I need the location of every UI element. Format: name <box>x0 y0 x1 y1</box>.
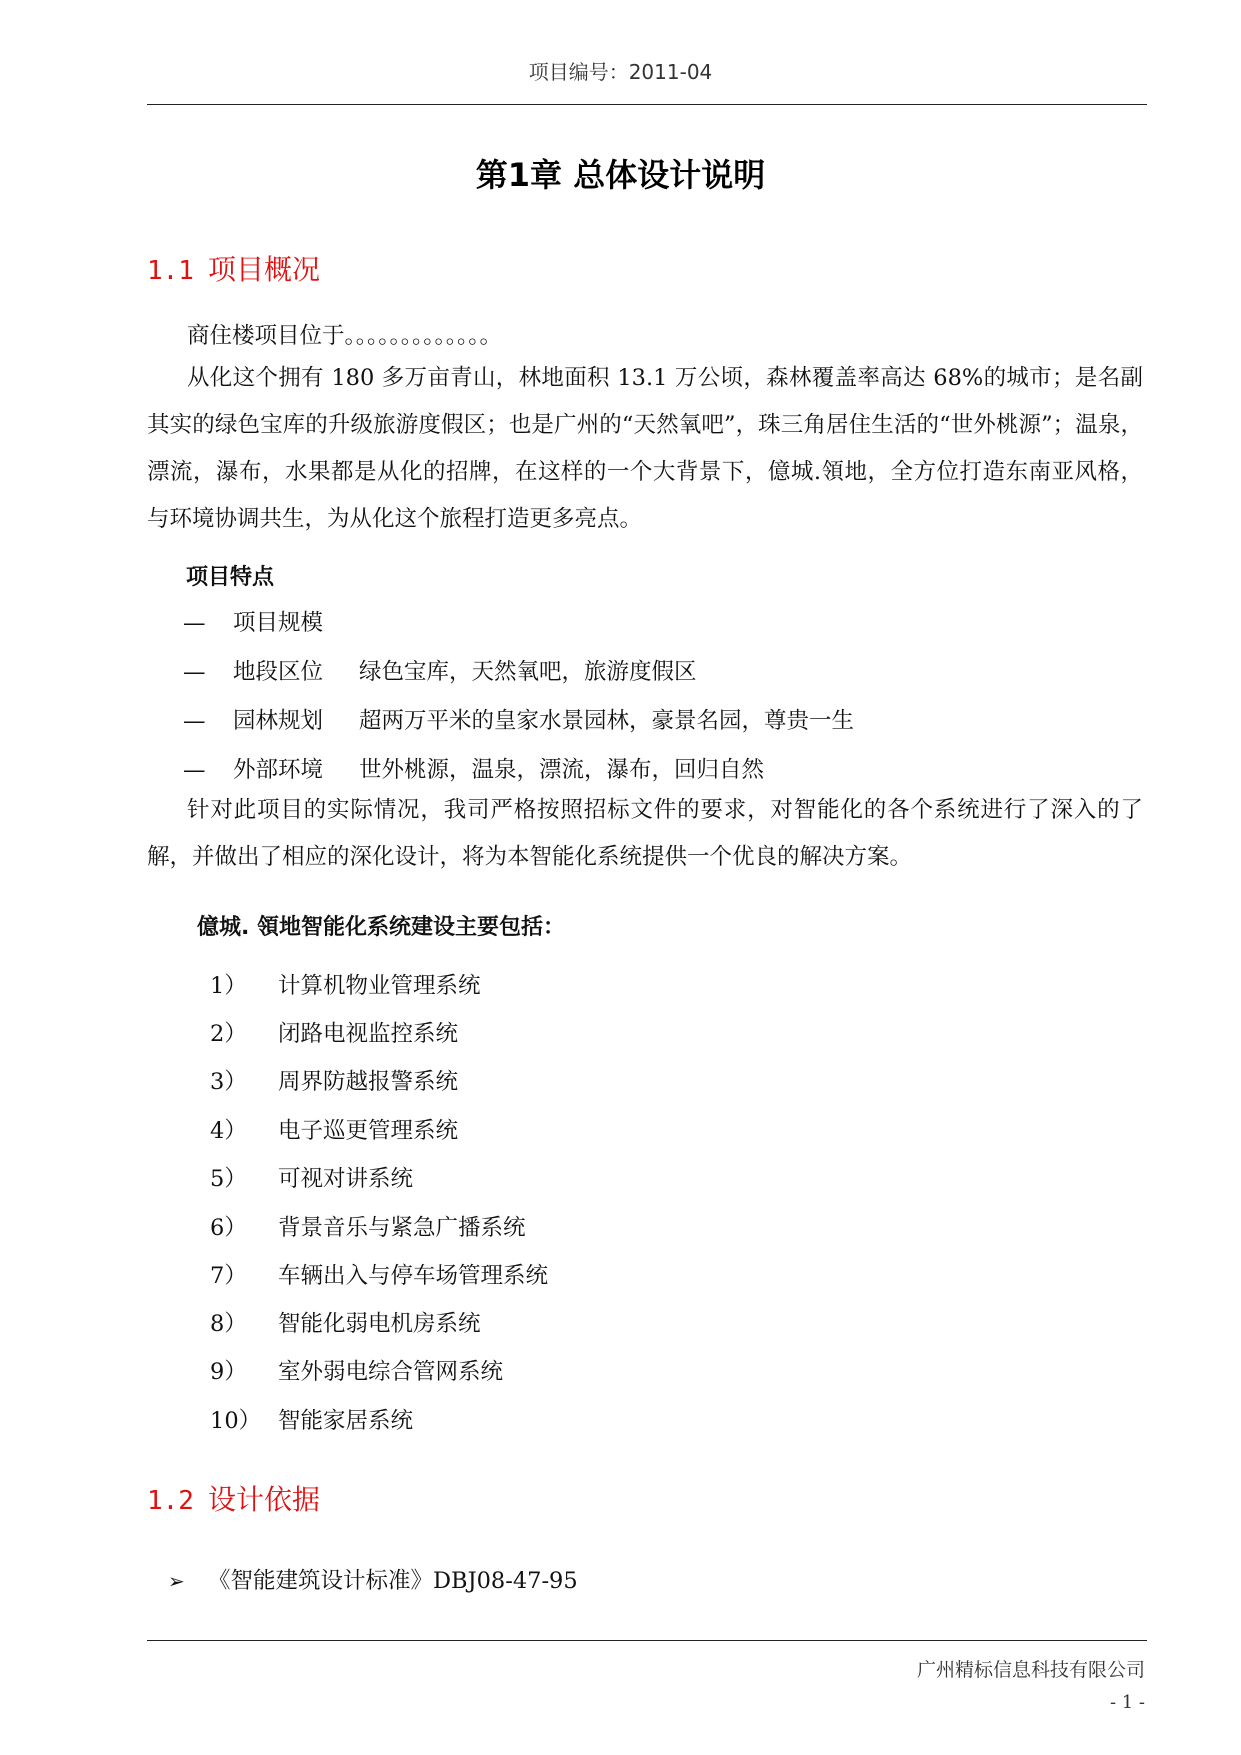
system-name: 周界防越报警系统 <box>278 1069 459 1095</box>
basis-text: 《智能建筑设计标准》DBJ08-47-95 <box>208 1568 578 1594</box>
system-name: 智能化弱电机房系统 <box>278 1311 481 1337</box>
feature-name: 地段区位 <box>233 659 324 685</box>
system-name: 智能家居系统 <box>278 1408 414 1434</box>
system-list-item <box>210 1258 548 1290</box>
system-list-item <box>210 1016 458 1048</box>
system-list-item <box>210 1064 458 1096</box>
section-title: 设计依据 <box>207 1483 320 1516</box>
system-list-item <box>210 1306 481 1338</box>
basis-item <box>168 1563 578 1595</box>
feature-dash: — <box>183 610 206 636</box>
features-heading: 项目特点 <box>186 565 275 590</box>
system-list-item <box>210 1403 413 1435</box>
page-number: - 1 - <box>1109 1692 1145 1713</box>
feature-name: 项目规模 <box>233 610 324 636</box>
system-name: 室外弱电综合管网系统 <box>278 1359 504 1385</box>
list-number: 9） <box>210 1359 247 1385</box>
section-number: 1.2 <box>147 1486 194 1516</box>
feature-name: 园林规划 <box>233 708 324 734</box>
list-number: 8） <box>210 1311 247 1337</box>
system-list-item <box>210 1210 526 1242</box>
analysis-paragraph: 针对此项目的实际情况，我司严格按照招标文件的要求，对智能化的各个系统进行了深入的了解，并做出了相应的深化设计，将为本智能化系统提供一个优良的解决方案。 <box>147 797 1143 870</box>
list-number: 5） <box>210 1166 247 1192</box>
chapter-title: 第1章 总体设计说明 <box>475 156 766 194</box>
system-list-item <box>210 1354 503 1386</box>
footer-rule <box>147 1640 1147 1641</box>
list-number: 6） <box>210 1215 247 1241</box>
feature-desc: 超两万平米的皇家水景园林，豪景名园，尊贵一生 <box>359 708 855 734</box>
footer-company: 广州精标信息科技有限公司 <box>916 1659 1145 1681</box>
list-number: 10） <box>210 1408 262 1434</box>
feature-dash: — <box>183 757 206 783</box>
feature-item <box>183 605 359 637</box>
system-name: 电子巡更管理系统 <box>278 1118 459 1144</box>
list-number: 7） <box>210 1263 247 1289</box>
feature-item <box>183 703 854 735</box>
list-number: 1） <box>210 973 247 999</box>
intro-line: 商住楼项目位于。。。。。。。。。。。。。 <box>187 323 503 349</box>
feature-item <box>183 654 697 686</box>
system-name: 车辆出入与停车场管理系统 <box>278 1263 549 1289</box>
feature-dash: — <box>183 659 206 685</box>
system-name: 闭路电视监控系统 <box>278 1021 459 1047</box>
document-header: 项目编号：2011-04 <box>528 60 713 84</box>
system-list-item <box>210 1113 458 1145</box>
feature-name: 外部环境 <box>233 757 324 783</box>
section-heading-1 <box>147 248 320 288</box>
systems-heading: 億城. 領地智能化系统建设主要包括： <box>197 915 566 940</box>
section-number: 1.1 <box>147 256 194 286</box>
system-name: 计算机物业管理系统 <box>278 973 481 999</box>
list-number: 4） <box>210 1118 247 1144</box>
feature-item <box>183 752 764 784</box>
feature-desc: 世外桃源，温泉，漂流，瀑布，回归自然 <box>359 757 765 783</box>
system-name: 背景音乐与紧急广播系统 <box>278 1215 526 1241</box>
section-title: 项目概况 <box>207 253 320 286</box>
list-number: 3） <box>210 1069 247 1095</box>
arrow-bullet-icon: ➢ <box>168 1569 185 1593</box>
feature-desc: 绿色宝库，天然氧吧，旅游度假区 <box>359 659 697 685</box>
header-rule <box>147 104 1147 105</box>
feature-dash: — <box>183 708 206 734</box>
list-number: 2） <box>210 1021 247 1047</box>
system-list-item <box>210 968 481 1000</box>
description-paragraph: 从化这个拥有 180 多万亩青山，林地面积 13.1 万公顷，森林覆盖率高达 68%的城市；是名副其实的绿色宝库的升级旅游度假区；也是广州的“天然氧吧”，珠三角居住生活的“世外桃源”；温泉，漂流，瀑布，水果都是从化的招牌，在这样的一个大背景下，億城.領地，全方位打造东南亚风格，与环境协调共生，为从化这个旅程打造更多亮点。 <box>147 365 1143 532</box>
section-heading-2 <box>147 1478 320 1518</box>
system-name: 可视对讲系统 <box>278 1166 414 1192</box>
system-list-item <box>210 1161 413 1193</box>
